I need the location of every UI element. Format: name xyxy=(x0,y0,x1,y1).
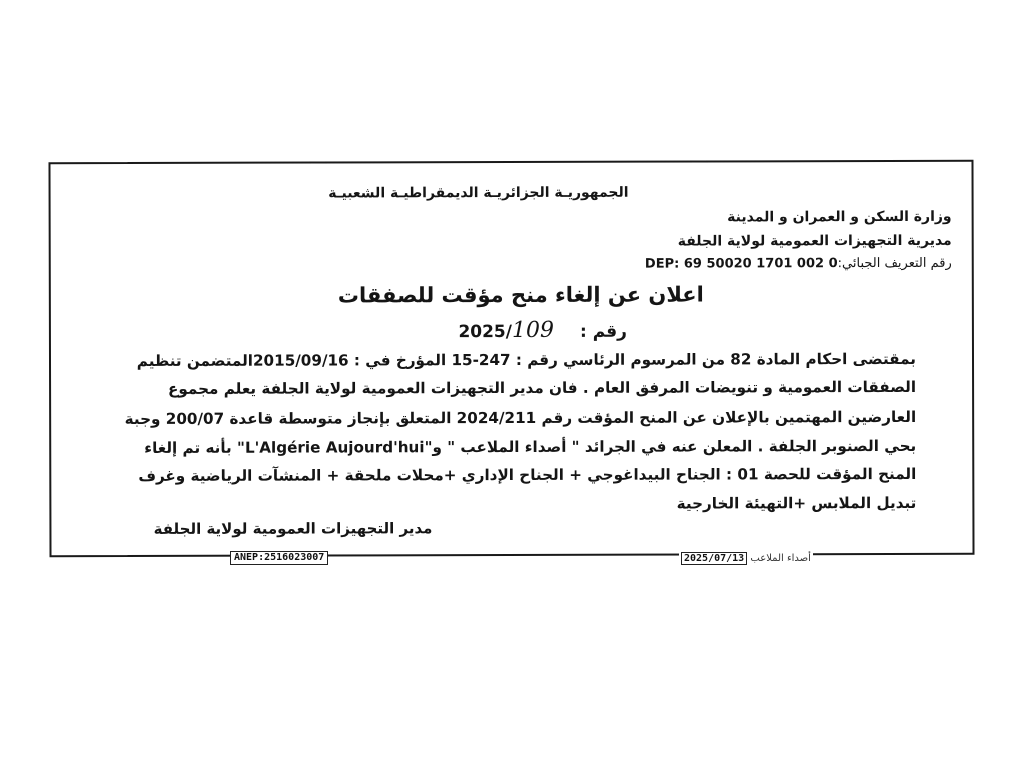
notice-number-value xyxy=(458,317,554,343)
body-line-4-start: بحي الصنوبر الجلفة . المعلن عنه في الجرائد " أصداء الملاعب " و" xyxy=(424,436,917,457)
notice-number-label: رقم : xyxy=(579,321,627,342)
stamp-newspaper: أصداء الملاعب xyxy=(750,553,811,564)
tax-id-value: DEP: 69 50020 1701 002 0 xyxy=(644,256,838,272)
republic-header: الجمهوريـة الجزائريـة الديمقراطيـة الشعبيـة xyxy=(328,184,629,202)
notice-year: 2025/ xyxy=(458,321,512,343)
newspaper-stamp xyxy=(679,553,813,565)
notice-box xyxy=(48,160,974,557)
handwritten-number: 109 xyxy=(511,317,554,343)
tax-id-line xyxy=(645,256,952,272)
notice-number-row xyxy=(458,318,627,343)
body-line-4 xyxy=(144,437,916,457)
stamp-date: 2025/07/13 xyxy=(681,552,747,565)
body-line-2: الصفقات العمومية و تنويضات المرفق العام . فان مدير التجهيزات العمومية لولاية الجلفة يعلم مجموع xyxy=(167,377,917,398)
signature-line: مدير التجهيزات العمومية لولاية الجلفة xyxy=(153,519,433,538)
body-line-6: تبديل الملابس +التهيئة الخارجية xyxy=(676,493,917,513)
body-line-4-end: " بأنه تم إلغاء xyxy=(144,438,245,457)
body-line-5: المنح المؤقت للحصة 01 : الجناح البيداغوجي + الجناح الإداري +محلات ملحقة + المنشآت الرياضية وغرف xyxy=(138,464,917,485)
body-line-3: العارضين المهتمين بالإعلان عن المنح المؤقت رقم 2024/211 المتعلق بإنجاز متوسطة قاعدة 200/07 وجبة xyxy=(124,407,917,429)
directorate-name: مديرية التجهيزات العمومية لولاية الجلفة xyxy=(677,232,952,250)
notice-title: اعلان عن إلغاء منح مؤقت للصفقات xyxy=(337,282,704,308)
anep-reference: ANEP:2516023007 xyxy=(230,551,328,565)
body-line-1: بمقتضى احكام المادة 82 من المرسوم الرئاسي رقم : 247-15 المؤرخ في : 2015/09/16المتضمن تنظيم xyxy=(136,349,917,370)
newspaper-name-french: L'Algérie Aujourd'hui xyxy=(244,438,425,457)
tax-id-label: رقم التعريف الجبائي: xyxy=(837,255,952,272)
ministry-name: وزارة السكن و العمران و المدينة xyxy=(727,208,952,226)
